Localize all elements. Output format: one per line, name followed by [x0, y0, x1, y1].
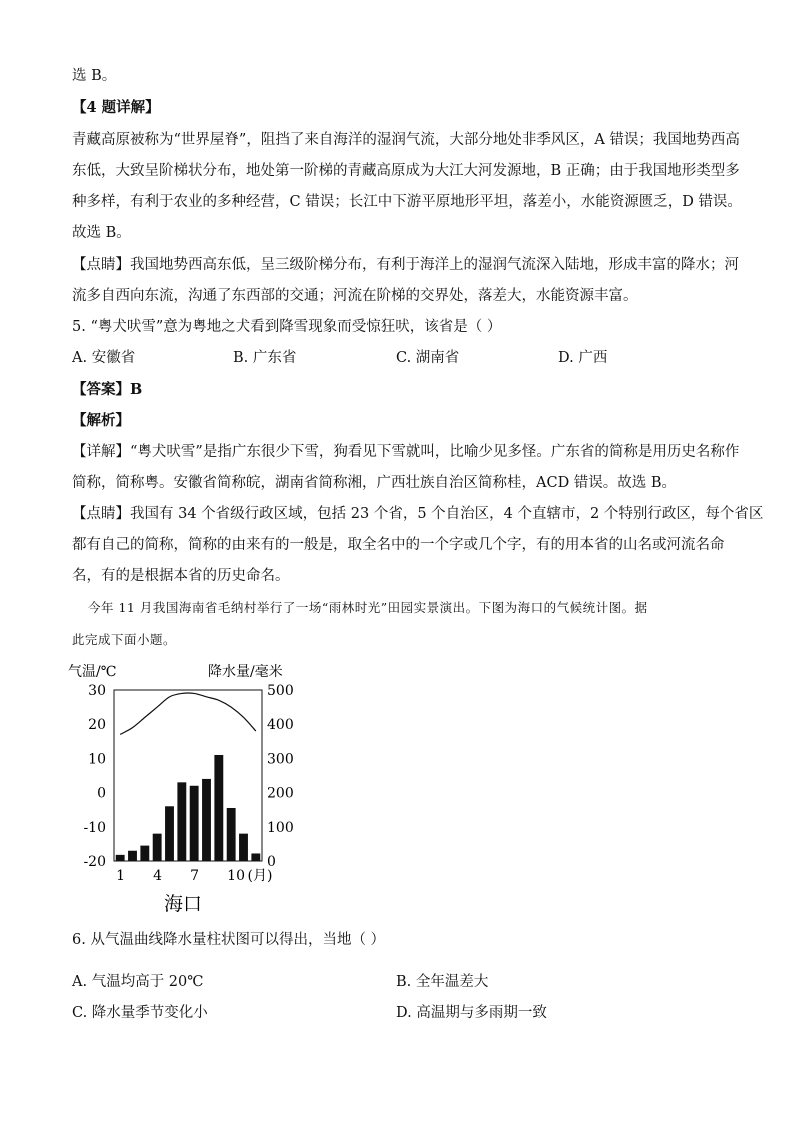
text-line: 【点睛】我国地势西高东低，呈三级阶梯分布，有利于海洋上的湿润气流深入陆地，形成丰富的降水；河 [72, 257, 739, 273]
q5-option-b: B. 广东省 [233, 350, 297, 366]
right-tick-label: 200 [267, 785, 294, 802]
x-tick-label: 4 [153, 868, 163, 884]
precipitation-bar [251, 853, 260, 861]
question-5: 5. “粤犬吠雪”意为粤地之犬看到降雪现象而受惊狂吠，该省是（ ） [72, 319, 502, 335]
left-tick-label: 10 [88, 751, 106, 768]
question-6: 6. 从气温曲线降水量柱状图可以得出，当地（ ） [72, 932, 386, 948]
material-intro: 此完成下面小题。 [72, 632, 177, 647]
x-tick-label: 7 [190, 868, 200, 884]
right-axis-label: 降水量/毫米 [208, 664, 283, 680]
precipitation-bar [202, 779, 211, 861]
chart-title: 海口 [164, 893, 203, 915]
text-line: 故选 B。 [72, 225, 131, 241]
q6-option-b: B. 全年温差大 [396, 974, 489, 990]
left-tick-label: 0 [97, 785, 106, 802]
x-tick-label: 1 [116, 868, 126, 884]
text-line: 简称，简称粤。安徽省简称皖，湖南省简称湘，广西壮族自治区简称桂，ACD 错误。故选 B。 [72, 475, 677, 491]
q5-option-a: A. 安徽省 [72, 350, 136, 366]
right-tick-label: 300 [267, 751, 294, 768]
left-tick-label: 30 [88, 683, 106, 699]
text-line: 东低，大致呈阶梯状分布，地处第一阶梯的青藏高原成为大江大河发源地，B 正确；由于我国地形类型多 [72, 163, 740, 179]
precipitation-bar [227, 808, 236, 861]
precipitation-bar [239, 834, 248, 861]
left-tick-label: -10 [83, 819, 106, 836]
left-tick-label: 20 [88, 717, 106, 734]
precipitation-bar [153, 834, 162, 861]
precipitation-bar [116, 855, 125, 861]
q5-option-d: D. 广西 [558, 350, 608, 366]
x-tick-label: (月) [247, 868, 273, 884]
section-header: 【4 题详解】 [72, 99, 160, 116]
temperature-curve [120, 693, 256, 734]
q6-option-a: A. 气温均高于 20℃ [72, 974, 204, 990]
text-line: 种多样，有利于农业的多种经营，C 错误；长江中下游平原地形平坦，落差小，水能资源匮乏，D 错误。 [72, 194, 742, 210]
precipitation-bar [177, 782, 186, 861]
x-tick-label: 10 [227, 868, 245, 884]
precipitation-bar [165, 806, 174, 861]
precipitation-bar [190, 786, 199, 861]
q6-option-d: D. 高温期与多雨期一致 [396, 1005, 547, 1021]
q6-option-c: C. 降水量季节变化小 [72, 1005, 208, 1021]
left-tick-label: -20 [83, 854, 106, 870]
right-tick-label: 500 [267, 683, 294, 699]
precipitation-bar [128, 851, 137, 861]
right-tick-label: 0 [267, 854, 276, 870]
analysis-label: 【解析】 [72, 412, 130, 429]
material-intro: 今年 11 月我国海南省毛纳村举行了一场“雨林时光”田园实景演出。下图为海口的气候统计图。据 [88, 600, 648, 615]
right-tick-label: 100 [267, 819, 294, 836]
text-line: 【点睛】我国有 34 个省级行政区域，包括 23 个省，5 个自治区，4 个直辖市，2 个特别行政区，每个省区 [72, 506, 764, 522]
climate-chart [66, 660, 316, 920]
text-line: 流多自西向东流，沟通了东西部的交通；河流在阶梯的交界处，落差大，水能资源丰富。 [72, 288, 638, 304]
text-line: 【详解】“粤犬吠雪”是指广东很少下雪，狗看见下雪就叫，比喻少见多怪。广东省的简称是用历史名称作 [72, 444, 740, 460]
text-line: 都有自己的简称，简称的由来有的一般是，取全名中的一个字或几个字，有的用本省的山名或河流名命 [72, 537, 725, 553]
q5-option-c: C. 湖南省 [396, 350, 460, 366]
right-tick-label: 400 [267, 717, 294, 734]
precipitation-bar [214, 755, 223, 861]
answer-label: 【答案】B [72, 381, 143, 398]
text-line: 青藏高原被称为“世界屋脊”，阻挡了来自海洋的湿润气流，大部分地处非季风区，A 错误；我国地势西高 [72, 132, 740, 148]
precipitation-bar [140, 846, 149, 861]
text-line: 选 B。 [72, 68, 117, 84]
text-line: 名，有的是根据本省的历史命名。 [72, 568, 290, 584]
left-axis-label: 气温/℃ [68, 664, 117, 680]
